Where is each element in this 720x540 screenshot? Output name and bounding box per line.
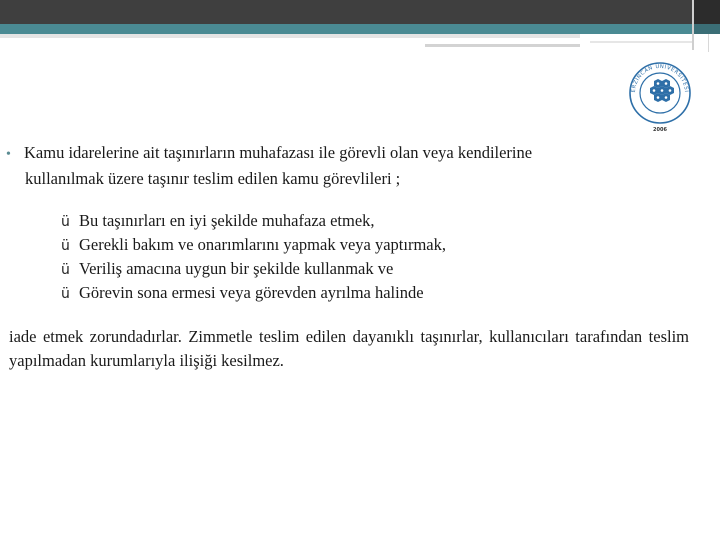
- checklist-item: [61, 257, 446, 281]
- checklist-item: [61, 233, 446, 257]
- intro-bullet: [6, 141, 690, 191]
- header-band-corner: [692, 0, 720, 24]
- bullet-marker: •: [6, 147, 11, 162]
- decor-line: [590, 41, 694, 43]
- check-icon: ü: [61, 214, 70, 230]
- intro-line-1: Kamu idarelerine ait taşınırların muhafazası ile görevli olan veya kendilerine: [24, 143, 533, 162]
- closing-paragraph: iade etmek zorundadırlar. Zimmetle teslim edilen dayanıklı taşınırlar, kullanıcıları tarafından teslim yapılmadan kurumlarıyla ilişiği kesilmez.: [9, 327, 689, 370]
- checklist-item-text: Veriliş amacına uygun bir şekilde kullanmak ve: [79, 259, 394, 278]
- checklist-item: [61, 209, 446, 233]
- decor-line: [0, 34, 580, 38]
- decor-vertical-line: [692, 0, 694, 50]
- checklist-item-text: Gerekli bakım ve onarımlarını yapmak veya yaptırmak,: [79, 235, 446, 254]
- check-icon: ü: [61, 238, 70, 254]
- checklist-item-text: Görevin sona ermesi veya görevden ayrılma halinde: [79, 283, 424, 302]
- logo-year: 2006: [653, 127, 667, 133]
- decor-line: [425, 44, 580, 47]
- accent-stripe-corner: [692, 24, 720, 34]
- checklist-item-text: Bu taşınırları en iyi şekilde muhafaza etmek,: [79, 211, 375, 230]
- checklist-item: [61, 281, 446, 305]
- check-icon: ü: [61, 262, 70, 278]
- decor-vertical-line: [708, 34, 709, 52]
- logo-arc-text: ERZİNCAN ÜNİVERSİTESİ: [630, 63, 690, 93]
- duty-checklist: [61, 209, 446, 305]
- check-icon: ü: [61, 286, 70, 302]
- header-band: [0, 0, 720, 24]
- intro-line-2: kullanılmak üzere taşınır teslim edilen kamu görevlileri ;: [25, 169, 401, 188]
- accent-stripe: [0, 24, 720, 34]
- university-logo: [627, 57, 693, 134]
